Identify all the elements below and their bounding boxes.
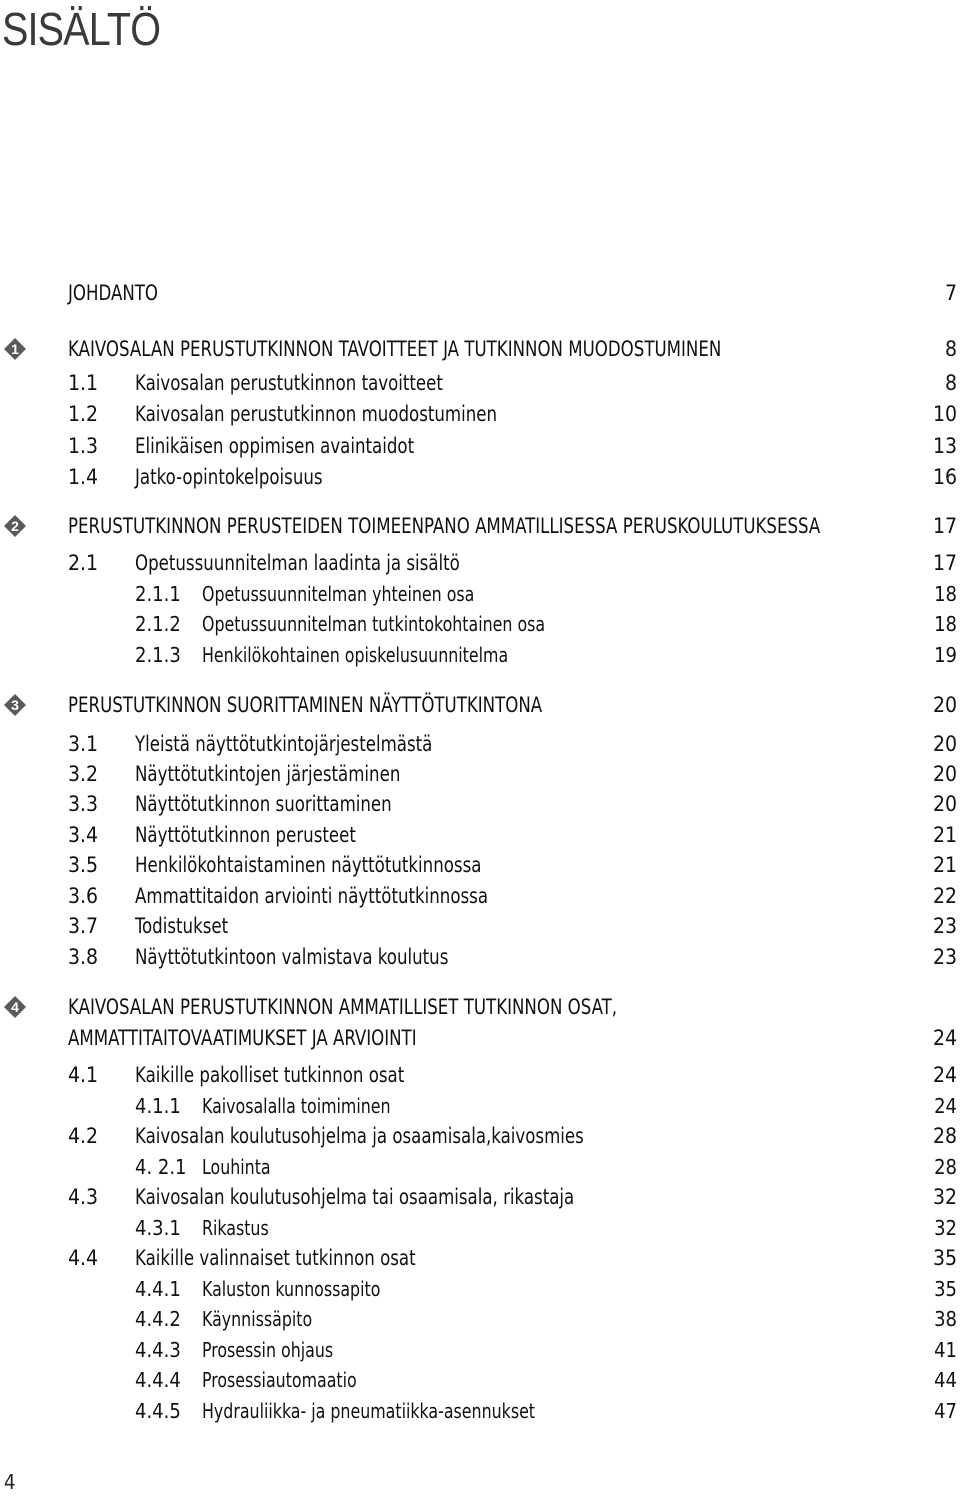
- toc-page-number: 35: [934, 1277, 957, 1301]
- toc-entry-number: 4.4.1: [135, 1277, 181, 1301]
- toc-entry-title: PERUSTUTKINNON SUORITTAMINEN NÄYTTÖTUTKINTONA: [68, 693, 543, 717]
- toc-page-number: 13: [932, 434, 957, 458]
- toc-entry[interactable]: [0, 820, 960, 850]
- toc-entry-number: 2.1: [68, 551, 99, 575]
- toc-entry[interactable]: [0, 942, 960, 972]
- toc-entry-title: Henkilökohtaistaminen näyttötutkinnossa: [135, 853, 482, 877]
- toc-entry-number: 4.4.2: [135, 1307, 181, 1331]
- toc-entry-number: 4.4.3: [135, 1338, 181, 1362]
- toc-page-number: 7: [944, 281, 957, 305]
- toc-entry-title: Opetussuunnitelman tutkintokohtainen osa: [202, 612, 546, 636]
- toc-page-number: 20: [932, 792, 957, 816]
- toc-entry[interactable]: [0, 462, 960, 492]
- toc-entry-number: 4.4: [68, 1246, 99, 1270]
- toc-entry-title: Louhinta: [202, 1155, 271, 1179]
- toc-entry-title: Prosessiautomaatio: [202, 1368, 357, 1392]
- toc-entry-title: Kaluston kunnossapito: [202, 1277, 381, 1301]
- toc-page-number: 16: [932, 465, 957, 489]
- toc-entry-number: 2.1.2: [135, 612, 181, 636]
- toc-entry-title: Kaivosalalla toimiminen: [202, 1094, 391, 1118]
- toc-section-heading[interactable]: [0, 1023, 960, 1053]
- toc-entry-number: 3.5: [68, 853, 99, 877]
- toc-page-number: 28: [934, 1155, 957, 1179]
- toc-page-number: 28: [932, 1124, 957, 1148]
- toc-entry[interactable]: [0, 399, 960, 429]
- toc-entry-title: Todistukset: [135, 914, 229, 938]
- toc-subentry[interactable]: [0, 609, 960, 639]
- toc-entry[interactable]: [0, 850, 960, 880]
- chapter-marker-number: 2: [11, 518, 19, 534]
- toc-entry-title: Yleistä näyttötutkintojärjestelmästä: [135, 732, 433, 756]
- toc-entry-title: Ammattitaidon arviointi näyttötutkinnossa: [135, 884, 489, 908]
- toc-section-heading[interactable]: [0, 278, 960, 308]
- toc-section-heading[interactable]: [0, 690, 960, 720]
- toc-entry-number: 3.8: [68, 945, 99, 969]
- toc-entry-title: Prosessin ohjaus: [202, 1338, 334, 1362]
- toc-entry-title: KAIVOSALAN PERUSTUTKINNON AMMATILLISET TUTKINNON OSAT,: [68, 995, 618, 1019]
- toc-page-number: 23: [932, 914, 957, 938]
- toc-entry-number: 3.2: [68, 762, 99, 786]
- toc-entry-title: Kaivosalan perustutkinnon muodostuminen: [135, 402, 498, 426]
- toc-page-number: 47: [934, 1399, 957, 1423]
- toc-entry-number: 3.6: [68, 884, 99, 908]
- toc-entry-title: Kaivosalan perustutkinnon tavoitteet: [135, 371, 443, 395]
- toc-entry-number: 4.4.4: [135, 1368, 181, 1392]
- toc-entry-number: 4.4.5: [135, 1399, 181, 1423]
- toc-entry-number: 3.1: [68, 732, 99, 756]
- toc-entry-title: AMMATTITAITOVAATIMUKSET JA ARVIOINTI: [68, 1026, 417, 1050]
- toc-entry-title: JOHDANTO: [68, 281, 159, 305]
- toc-page-number: 18: [934, 582, 957, 606]
- toc-entry[interactable]: [0, 1182, 960, 1212]
- toc-entry[interactable]: [0, 789, 960, 819]
- toc-entry-number: 1.2: [68, 402, 99, 426]
- toc-entry-number: 3.7: [68, 914, 99, 938]
- toc-section-heading[interactable]: [0, 334, 960, 364]
- toc-entry[interactable]: [0, 368, 960, 398]
- toc-entry-title: Kaivosalan koulutusohjelma tai osaamisala, rikastaja: [135, 1185, 575, 1209]
- chapter-marker-icon: [4, 515, 26, 537]
- toc-entry[interactable]: [0, 759, 960, 789]
- toc-page-number: 18: [934, 612, 957, 636]
- toc-page-number: 17: [932, 514, 957, 538]
- toc-entry-number: 2.1.1: [135, 582, 181, 606]
- toc-entry-title: PERUSTUTKINNON PERUSTEIDEN TOIMEENPANO AMMATILLISESSA PERUSKOULUTUKSESSA: [68, 514, 821, 538]
- toc-entry-title: Henkilökohtainen opiskelusuunnitelma: [202, 643, 509, 667]
- page-number: 4: [4, 1470, 16, 1494]
- chapter-marker-number: 3: [11, 697, 19, 713]
- toc-entry[interactable]: [0, 881, 960, 911]
- toc-subentry[interactable]: [0, 1304, 960, 1334]
- toc-page-number: 19: [934, 643, 957, 667]
- toc-entry-title: Kaikille pakolliset tutkinnon osat: [135, 1063, 405, 1087]
- toc-page-number: 32: [932, 1185, 957, 1209]
- page-title: SISÄLTÖ: [2, 3, 161, 55]
- toc-page-number: 8: [944, 337, 957, 361]
- toc-page-number: 8: [944, 371, 957, 395]
- toc-entry-number: 4.2: [68, 1124, 99, 1148]
- toc-entry-title: Opetussuunnitelman yhteinen osa: [202, 582, 475, 606]
- toc-section-heading[interactable]: [0, 992, 960, 1022]
- toc-entry-number: 2.1.3: [135, 643, 181, 667]
- toc-entry-title: Näyttötutkintoon valmistava koulutus: [135, 945, 449, 969]
- toc-entry-title: Kaikille valinnaiset tutkinnon osat: [135, 1246, 416, 1270]
- toc-entry-number: 3.4: [68, 823, 99, 847]
- toc-page-number: 23: [932, 945, 957, 969]
- toc-entry[interactable]: [0, 1243, 960, 1273]
- chapter-marker-number: 1: [11, 341, 19, 357]
- toc-entry-title: Käynnissäpito: [202, 1307, 313, 1331]
- toc-entry-number: 1.3: [68, 434, 99, 458]
- chapter-marker-icon: [4, 996, 26, 1018]
- chapter-marker-number: 4: [11, 999, 19, 1015]
- toc-subentry[interactable]: [0, 1396, 960, 1426]
- toc-entry[interactable]: [0, 548, 960, 578]
- toc-page-number: 24: [932, 1063, 957, 1087]
- toc-page-number: 41: [934, 1338, 957, 1362]
- toc-entry-number: 1.4: [68, 465, 99, 489]
- toc-subentry[interactable]: [0, 1091, 960, 1121]
- toc-entry-number: 4.1: [68, 1063, 99, 1087]
- toc-section-heading[interactable]: [0, 511, 960, 541]
- toc-entry-number: 4.3.1: [135, 1216, 181, 1240]
- toc-page-number: 20: [932, 732, 957, 756]
- toc-entry-title: Elinikäisen oppimisen avaintaidot: [135, 434, 415, 458]
- toc-page-number: 20: [932, 762, 957, 786]
- toc-subentry[interactable]: [0, 1213, 960, 1243]
- toc-entry-title: Näyttötutkintojen järjestäminen: [135, 762, 401, 786]
- toc-entry[interactable]: [0, 1121, 960, 1151]
- toc-subentry[interactable]: [0, 579, 960, 609]
- toc-subentry[interactable]: [0, 1365, 960, 1395]
- chapter-marker-icon: [4, 694, 26, 716]
- toc-page-number: 10: [932, 402, 957, 426]
- toc-page-number: 22: [932, 884, 957, 908]
- toc-entry-title: Näyttötutkinnon perusteet: [135, 823, 356, 847]
- toc-page-number: 24: [932, 1026, 957, 1050]
- toc-entry-number: 3.3: [68, 792, 99, 816]
- toc-page-number: 38: [934, 1307, 957, 1331]
- toc-entry-title: Näyttötutkinnon suorittaminen: [135, 792, 392, 816]
- toc-subentry[interactable]: [0, 1152, 960, 1182]
- toc-subentry[interactable]: [0, 1274, 960, 1304]
- toc-entry-title: Rikastus: [202, 1216, 269, 1240]
- toc-entry-number: 4. 2.1: [135, 1155, 187, 1179]
- toc-entry[interactable]: [0, 1060, 960, 1090]
- toc-page-number: 24: [934, 1094, 957, 1118]
- toc-page-number: 21: [932, 853, 957, 877]
- toc-page-number: 20: [932, 693, 957, 717]
- toc-entry[interactable]: [0, 431, 960, 461]
- toc-page-number: 35: [932, 1246, 957, 1270]
- chapter-marker-icon: [4, 338, 26, 360]
- toc-entry[interactable]: [0, 729, 960, 759]
- toc-subentry[interactable]: [0, 1335, 960, 1365]
- toc-page-number: 44: [934, 1368, 957, 1392]
- toc-entry-title: Kaivosalan koulutusohjelma ja osaamisala,kaivosmies: [135, 1124, 584, 1148]
- toc-entry-number: 4.3: [68, 1185, 99, 1209]
- toc-entry-title: Hydrauliikka- ja pneumatiikka-asennukset: [202, 1399, 536, 1423]
- toc-entry-title: Opetussuunnitelman laadinta ja sisältö: [135, 551, 460, 575]
- toc-subentry[interactable]: [0, 640, 960, 670]
- toc-entry[interactable]: [0, 911, 960, 941]
- toc-entry-number: 1.1: [68, 371, 99, 395]
- toc-entry-title: KAIVOSALAN PERUSTUTKINNON TAVOITTEET JA TUTKINNON MUODOSTUMINEN: [68, 337, 722, 361]
- toc-page-number: 21: [932, 823, 957, 847]
- toc-entry-title: Jatko-opintokelpoisuus: [135, 465, 323, 489]
- toc-page-number: 32: [934, 1216, 957, 1240]
- toc-page-number: 17: [932, 551, 957, 575]
- toc-entry-number: 4.1.1: [135, 1094, 181, 1118]
